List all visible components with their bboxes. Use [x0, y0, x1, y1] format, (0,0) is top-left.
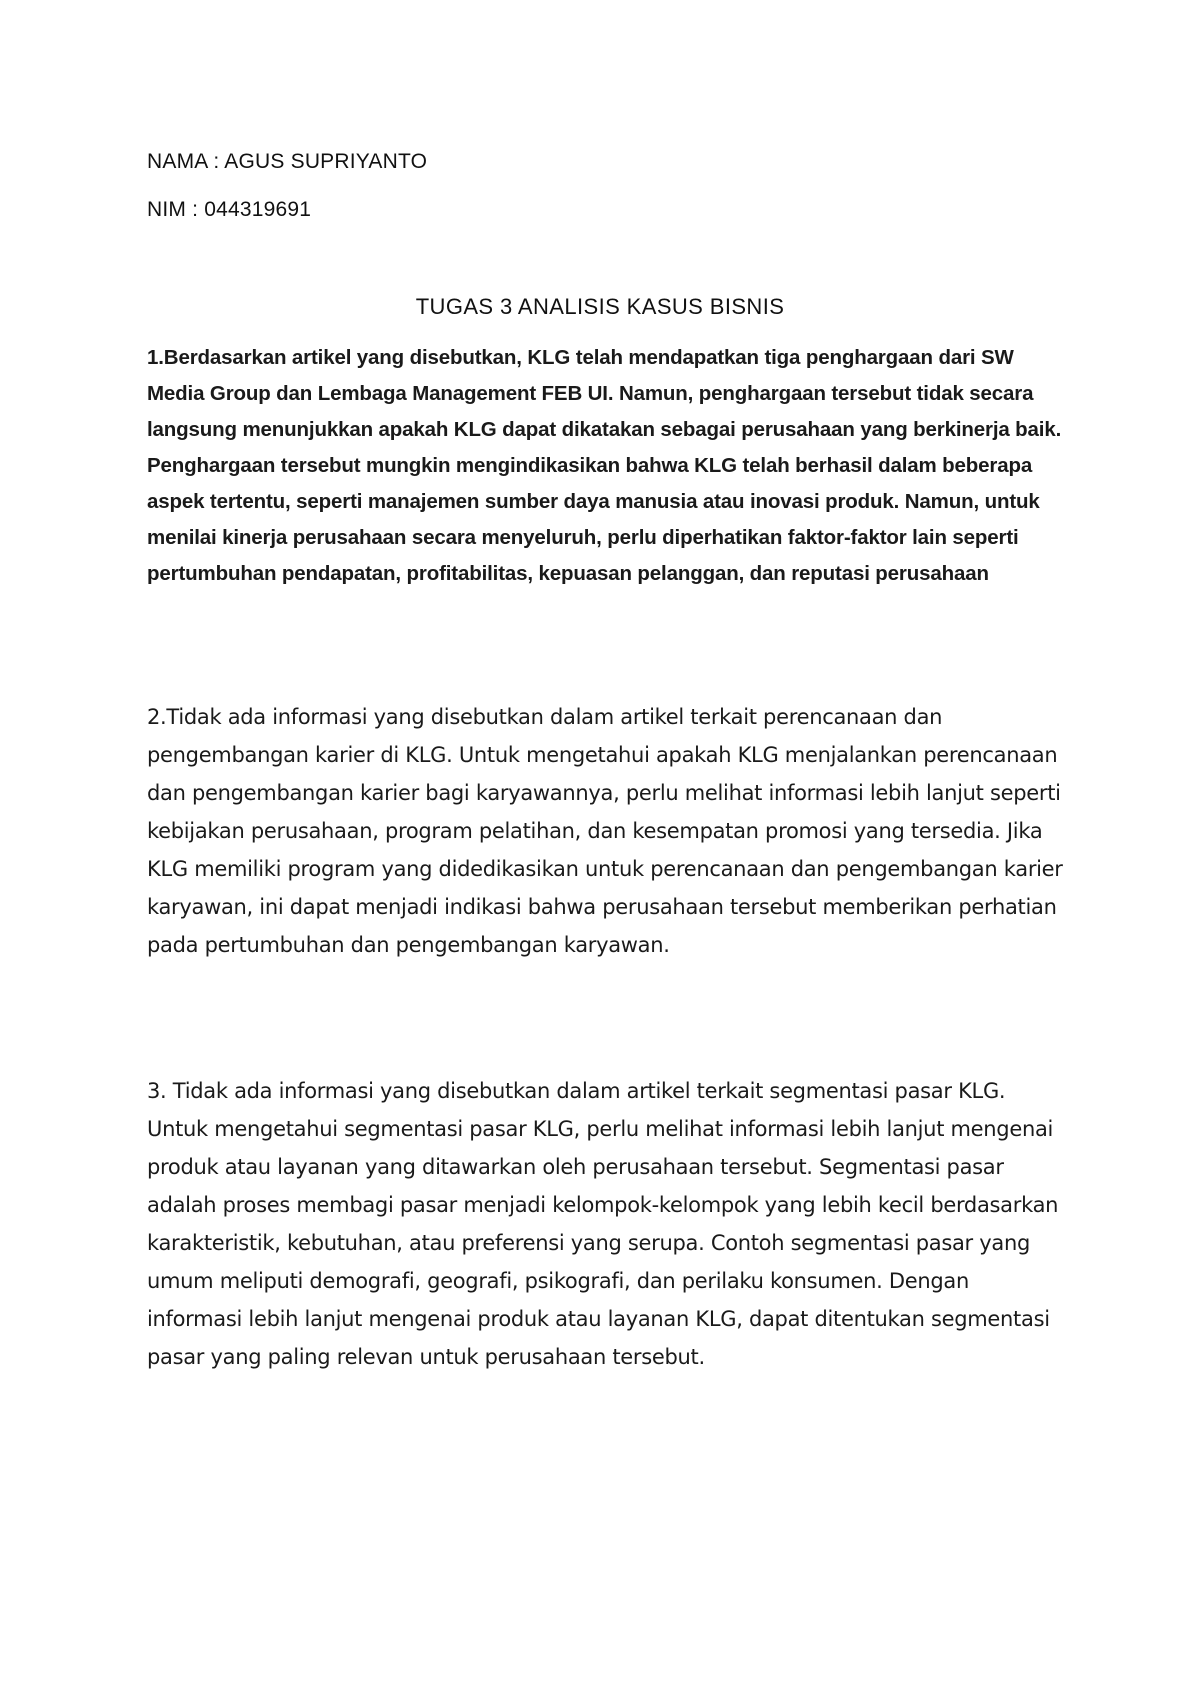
answer-paragraph-1: 1.Berdasarkan artikel yang disebutkan, KLG telah mendapatkan tiga penghargaan dari SW Media Group dan Lembaga Management FEB UI. Namun, penghargaan tersebut tidak secara langsung menunjukkan apakah KLG dapat dikatakan sebagai perusahaan yang berkinerja baik. Penghargaan tersebut mungkin mengindikasikan bahwa KLG telah berhasil dalam beberapa aspek tertentu, seperti manajemen sumber daya manusia atau inovasi produk. Namun, untuk menilai kinerja perusahaan secara menyeluruh, perlu diperhatikan faktor-faktor lain seperti pertumbuhan pendapatan, profitabilitas, kepuasan pelanggan, dan reputasi perusahaan	[147, 346, 1062, 585]
student-name: NAMA : AGUS SUPRIYANTO	[147, 150, 428, 173]
answer-paragraph-2: 2.Tidak ada informasi yang disebutkan dalam artikel terkait perencanaan dan pengembangan karier di KLG. Untuk mengetahui apakah KLG menjalankan perencanaan dan pengembangan karier bagi karyawannya, perlu melihat informasi lebih lanjut seperti kebijakan perusahaan, program pelatihan, dan kesempatan promosi yang tersedia. Jika KLG memiliki program yang didedikasikan untuk perencanaan dan pengembangan karier karyawan, ini dapat menjadi indikasi bahwa perusahaan tersebut memberikan perhatian pada pertumbuhan dan pengembangan karyawan.	[147, 705, 1063, 957]
answer-paragraph-3: 3. Tidak ada informasi yang disebutkan dalam artikel terkait segmentasi pasar KLG. Untuk mengetahui segmentasi pasar KLG, perlu melihat informasi lebih lanjut mengenai produk atau layanan yang ditawarkan oleh perusahaan tersebut. Segmentasi pasar adalah proses membagi pasar menjadi kelompok-kelompok yang lebih kecil berdasarkan karakteristik, kebutuhan, atau preferensi yang serupa. Contoh segmentasi pasar yang umum meliputi demografi, geografi, psikografi, dan perilaku konsumen. Dengan informasi lebih lanjut mengenai produk atau layanan KLG, dapat ditentukan segmentasi pasar yang paling relevan untuk perusahaan tersebut.	[147, 1079, 1059, 1369]
document-title: TUGAS 3 ANALISIS KASUS BISNIS	[415, 294, 785, 319]
student-id: NIM : 044319691	[147, 198, 312, 221]
